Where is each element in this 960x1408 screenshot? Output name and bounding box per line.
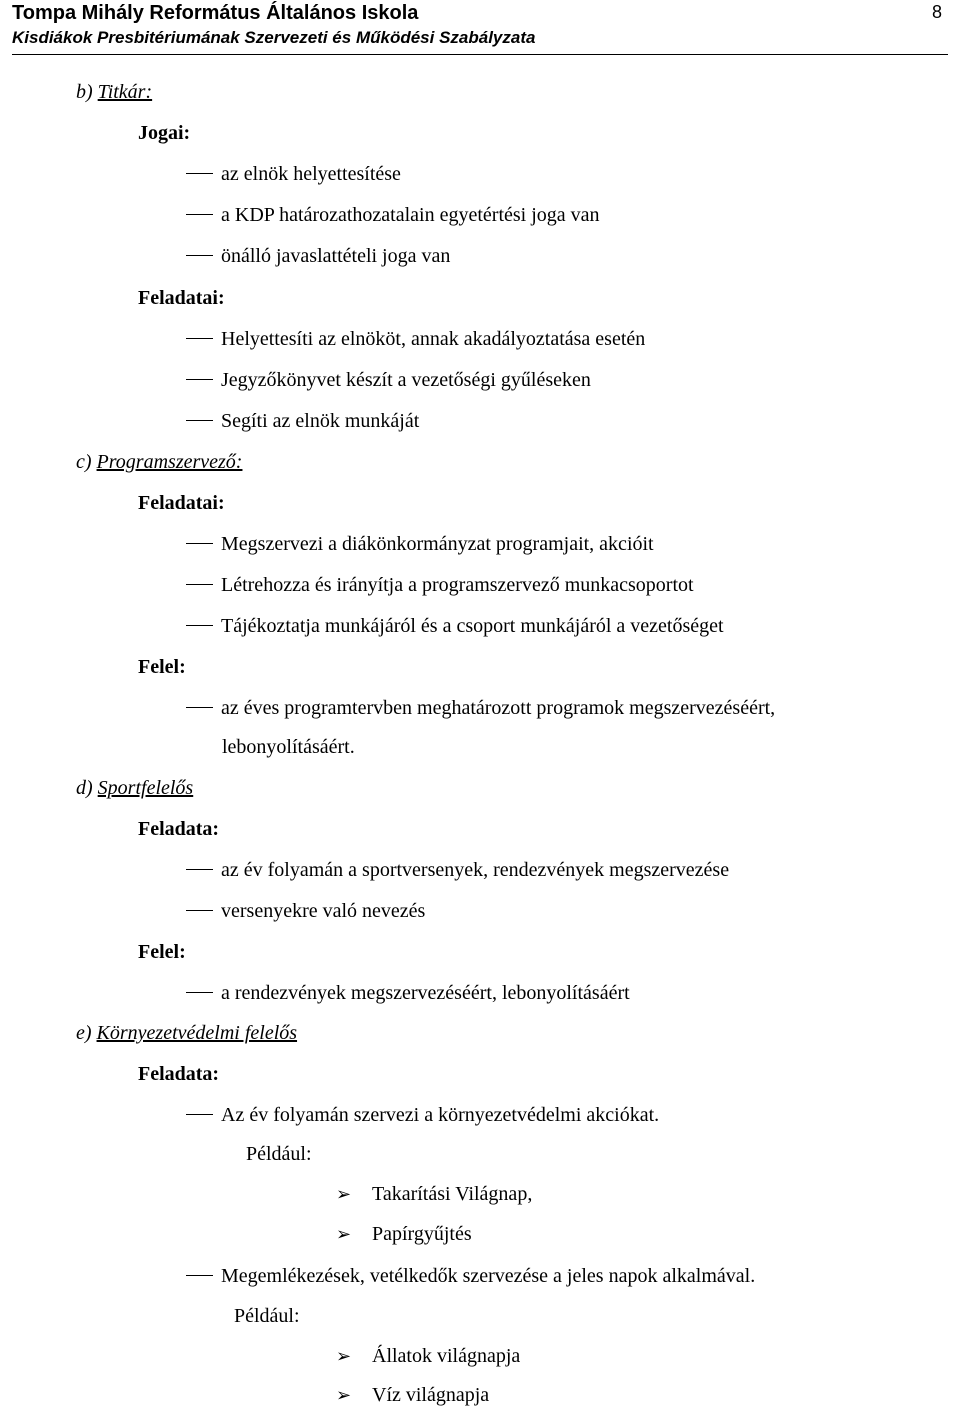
example-label: Például:	[246, 1143, 312, 1165]
section-title: Programszervező:	[96, 451, 243, 473]
list-item: Tájékoztatja munkájáról és a csoport munkájáról a vezetőséget	[186, 614, 724, 638]
section-title: Titkár:	[97, 81, 153, 103]
list-item-continuation: lebonyolításáért.	[222, 736, 355, 758]
list-item: az elnök helyettesítése	[186, 162, 401, 186]
duties-label: Feladatai:	[138, 492, 225, 514]
example-item: ➢ Papírgyűjtés	[336, 1223, 472, 1245]
list-item: Az év folyamán szervezi a környezetvédelmi akciókat.	[186, 1103, 659, 1127]
dash-icon	[186, 1114, 213, 1115]
example-item: ➢ Takarítási Világnap,	[336, 1183, 533, 1205]
section-title: Környezetvédelmi felelős	[96, 1022, 298, 1044]
responsibility-label: Felel:	[138, 941, 186, 963]
section-b-heading	[76, 80, 152, 104]
dash-icon	[186, 214, 213, 215]
list-item: versenyekre való nevezés	[186, 899, 425, 923]
list-item: az éves programtervben meghatározott programok megszervezéséért,	[186, 696, 775, 720]
section-title: Sportfelelős	[97, 777, 194, 799]
list-item: a rendezvények megszervezéséért, lebonyolításáért	[186, 981, 630, 1005]
section-d-heading	[76, 776, 193, 800]
list-item: a KDP határozathozatalain egyetértési joga van	[186, 203, 600, 227]
section-letter: d)	[76, 777, 93, 799]
section-letter: e)	[76, 1022, 92, 1044]
arrowhead-bullet-icon: ➢	[336, 1184, 352, 1204]
dash-icon	[186, 910, 213, 911]
rights-label: Jogai:	[138, 122, 191, 144]
dash-icon	[186, 420, 213, 421]
dash-icon	[186, 869, 213, 870]
list-item: Megemlékezések, vetélkedők szervezése a jeles napok alkalmával.	[186, 1264, 755, 1288]
dash-icon	[186, 379, 213, 380]
section-letter: c)	[76, 451, 92, 473]
arrowhead-bullet-icon: ➢	[336, 1346, 352, 1366]
list-item: Megszervezi a diákönkormányzat programjait, akcióit	[186, 532, 654, 556]
arrowhead-bullet-icon: ➢	[336, 1385, 352, 1405]
dash-icon	[186, 1275, 213, 1276]
dash-icon	[186, 338, 213, 339]
dash-icon	[186, 584, 213, 585]
document-subtitle: Kisdiákok Presbitériumának Szervezeti és Működési Szabályzata	[12, 28, 536, 47]
dash-icon	[186, 543, 213, 544]
duties-label: Feladatai:	[138, 287, 225, 309]
dash-icon	[186, 173, 213, 174]
section-letter: b)	[76, 81, 93, 103]
list-item: Segíti az elnök munkáját	[186, 409, 419, 433]
dash-icon	[186, 255, 213, 256]
section-e-heading	[76, 1021, 297, 1045]
list-item: Jegyzőkönyvet készít a vezetőségi gyűléseken	[186, 368, 591, 392]
list-item: önálló javaslattételi joga van	[186, 244, 450, 268]
arrowhead-bullet-icon: ➢	[336, 1224, 352, 1244]
dash-icon	[186, 625, 213, 626]
list-item: Létrehozza és irányítja a programszervező munkacsoportot	[186, 573, 694, 597]
duties-label: Feladata:	[138, 1063, 220, 1085]
school-name: Tompa Mihály Református Általános Iskola	[12, 2, 419, 24]
example-item: ➢ Víz világnapja	[336, 1384, 490, 1406]
section-c-heading	[76, 450, 242, 474]
example-label: Például:	[234, 1305, 300, 1327]
list-item: az év folyamán a sportversenyek, rendezvények megszervezése	[186, 858, 729, 882]
list-item: Helyettesíti az elnököt, annak akadályoztatása esetén	[186, 327, 645, 351]
responsibility-label: Felel:	[138, 656, 186, 678]
example-item: ➢ Állatok világnapja	[336, 1345, 521, 1367]
page-number: 8	[931, 2, 942, 22]
dash-icon	[186, 992, 213, 993]
duties-label: Feladata:	[138, 818, 220, 840]
dash-icon	[186, 707, 213, 708]
